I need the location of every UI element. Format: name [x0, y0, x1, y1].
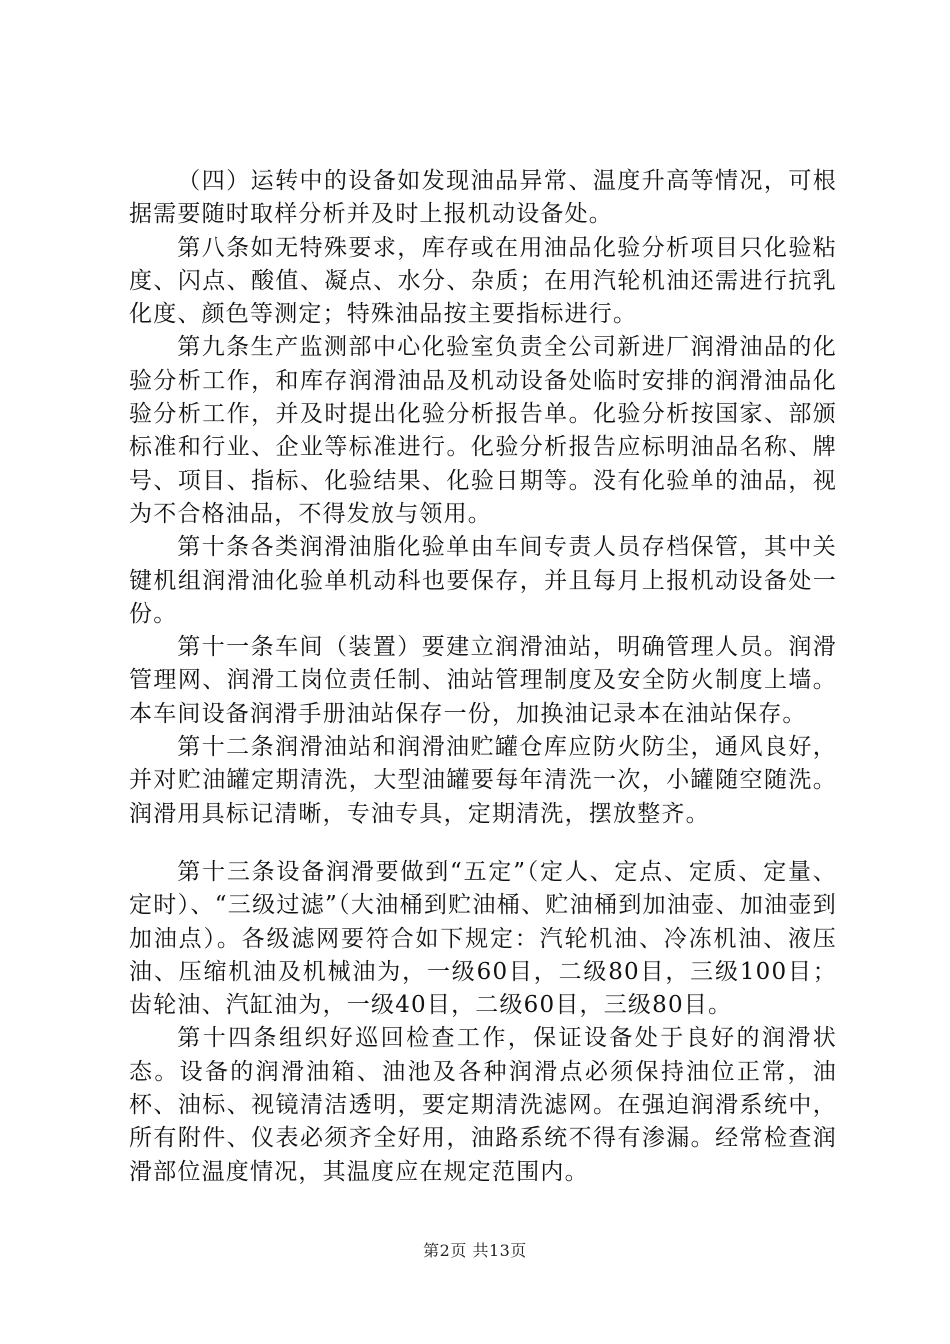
paragraph-article-12: 第十二条润滑油站和润滑油贮罐仓库应防火防尘，通风良好，并对贮油罐定期清洗，大型油罐要每年清洗一次，小罐随空随洗。润滑用具标记清晰，专油专具，定期清洗，摆放整齐。	[129, 734, 837, 827]
paragraph-article-8: 第八条如无特殊要求，库存或在用油品化验分析项目只化验粘度、闪点、酸值、凝点、水分、杂质；在用汽轮机油还需进行抗乳化度、颜色等测定；特殊油品按主要指标进行。	[129, 234, 837, 328]
paragraph-article-11: 第十一条车间（装置）要建立润滑油站，明确管理人员。润滑管理网、润滑工岗位责任制、油站管理制度及安全防火制度上墙。本车间设备润滑手册油站保存一份，加换油记录本在油站保存。	[129, 634, 837, 727]
paragraph-article-10: 第十条各类润滑油脂化验单由车间专责人员存档保管，其中关键机组润滑油化验单机动科也要保存，并且每月上报机动设备处一份。	[129, 534, 837, 627]
document-body	[129, 165, 837, 1189]
paragraph-article-14: 第十四条组织好巡回检查工作，保证设备处于良好的润滑状态。设备的润滑油箱、油池及各种润滑点必须保持油位正常，油杯、油标、视镜清洁透明，要定期清洗滤网。在强迫润滑系统中，所有附件、仪表必须齐全好用，油路系统不得有渗漏。经常检查润滑部位温度情况，其温度应在规定范围内。	[129, 1025, 837, 1185]
paragraph-item-4-note: （四）运转中的设备如发现油品异常、温度升高等情况，可根据需要随时取样分析并及时上报机动设备处。	[129, 168, 837, 228]
paragraph-article-9: 第九条生产监测部中心化验室负责全公司新进厂润滑油品的化验分析工作，和库存润滑油品及机动设备处临时安排的润滑油品化验分析工作，并及时提出化验分析报告单。化验分析按国家、部颁标准和行业、企业等标准进行。化验分析报告应标明油品名称、牌号、项目、指标、化验结果、化验日期等。没有化验单的油品，视为不合格油品，不得发放与领用。	[129, 334, 837, 527]
page-footer	[0, 1240, 950, 1262]
page-number-label: 第2页 共13页	[423, 1241, 527, 1260]
paragraph-article-13: 第十三条设备润滑要做到“五定”（定人、定点、定质、定量、定时）、“三级过滤”（大油桶到贮油桶、贮油桶到加油壶、加油壶到加油点）。各级滤网要符合如下规定：汽轮机油、冷冻机油、液压油、压缩机油及机械油为，一级60目，二级80目，三级100目；齿轮油、汽缸油为，一级40目，二级60目，三级80目。	[129, 858, 837, 1019]
